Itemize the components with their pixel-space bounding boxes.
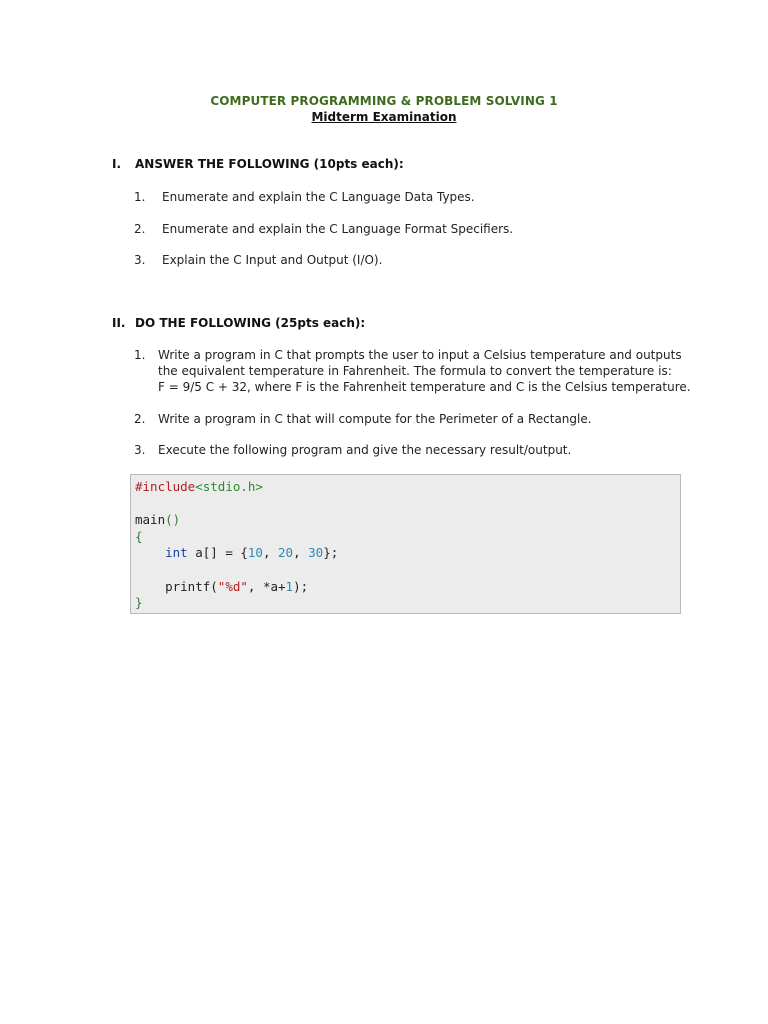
item-number: 3. bbox=[134, 253, 146, 267]
section-2-title: DO THE FOLLOWING (25pts each): bbox=[135, 316, 366, 330]
code-declaration-end: }; bbox=[323, 545, 339, 561]
item-text: Enumerate and explain the C Language Format Specifiers. bbox=[162, 222, 514, 236]
code-number: 30 bbox=[308, 545, 324, 561]
item-text-line: F = 9/5 C + 32, where F is the Fahrenheit temperature and C is the Celsius temperature. bbox=[158, 380, 691, 394]
exam-title: COMPUTER PROGRAMMING & PROBLEM SOLVING 1 bbox=[210, 94, 558, 108]
code-printf: printf( bbox=[165, 578, 218, 594]
section-2-item-1 bbox=[134, 347, 694, 395]
code-main: main bbox=[135, 512, 166, 528]
code-include-directive: #include bbox=[135, 479, 196, 494]
code-format-string: "%d" bbox=[217, 578, 248, 594]
item-number: 2. bbox=[134, 412, 146, 426]
section-1-title: ANSWER THE FOLLOWING (10pts each): bbox=[135, 157, 404, 171]
section-1-number: I. bbox=[112, 157, 122, 171]
section-1-item-1 bbox=[134, 189, 694, 205]
code-declaration: a[] = { bbox=[187, 545, 248, 561]
item-number: 1. bbox=[134, 190, 146, 204]
section-1-item-3 bbox=[134, 252, 694, 268]
section-2-item-3 bbox=[134, 442, 694, 458]
item-text: Write a program in C that will compute for the Perimeter of a Rectangle. bbox=[158, 412, 592, 426]
item-text-line: the equivalent temperature in Fahrenheit. The formula to convert the temperature is: bbox=[158, 364, 672, 378]
code-close-brace: } bbox=[135, 595, 143, 611]
code-number: 1 bbox=[285, 578, 294, 594]
section-1-heading bbox=[112, 157, 404, 171]
code-parens: () bbox=[165, 512, 181, 528]
code-number: 10 bbox=[247, 545, 263, 561]
code-open-brace: { bbox=[135, 528, 143, 544]
code-block bbox=[130, 474, 681, 614]
code-call-end: ); bbox=[293, 578, 309, 594]
section-2-heading bbox=[112, 316, 365, 330]
item-text: Execute the following program and give the necessary result/output. bbox=[158, 443, 572, 457]
item-number: 2. bbox=[134, 222, 146, 236]
code-arguments: , *a+ bbox=[247, 578, 286, 594]
section-1-item-2 bbox=[134, 221, 694, 237]
code-header-file: <stdio.h> bbox=[195, 479, 263, 494]
section-2-item-2 bbox=[134, 411, 694, 427]
item-number: 1. bbox=[134, 348, 146, 362]
item-text-line: Write a program in C that prompts the user to input a Celsius temperature and outputs bbox=[158, 348, 682, 362]
item-number: 3. bbox=[134, 443, 146, 457]
item-text: Explain the C Input and Output (I/O). bbox=[162, 253, 383, 267]
code-type-keyword: int bbox=[165, 545, 188, 561]
code-number: 20 bbox=[278, 545, 294, 561]
exam-subtitle: Midterm Examination bbox=[311, 110, 457, 124]
code-listing: #include<stdio.h> main() { int a[] = {10, 20, 30}; printf("%d", *a+1); } bbox=[135, 479, 339, 611]
item-text: Enumerate and explain the C Language Data Types. bbox=[162, 190, 475, 204]
section-2-number: II. bbox=[112, 316, 126, 330]
